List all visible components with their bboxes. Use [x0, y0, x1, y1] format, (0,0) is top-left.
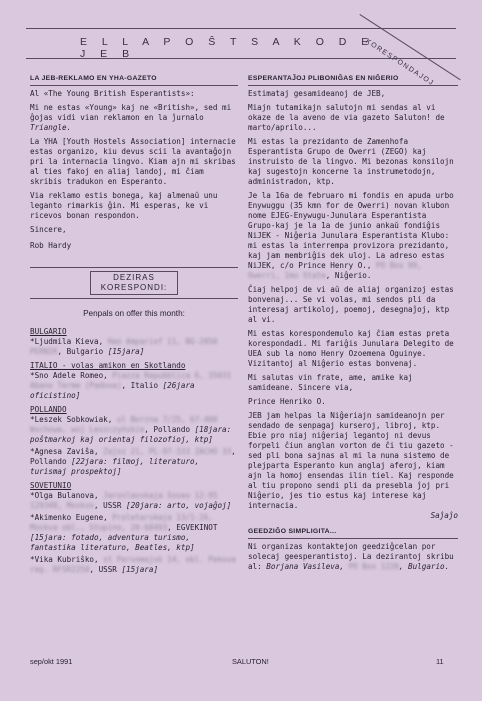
corner-label: KORESPONDAJOJ [364, 38, 436, 88]
heading-rule [30, 85, 238, 86]
paragraph: Mi estas la prezidanto de Zamenhofa Esperantista Grupo de Owerri (ZEGO) kaj instruisto de la lingvo. Mi bezonas konsilojn kaj sugestojn koncerne la instrumetodojn, administradon, ktp. [248, 137, 454, 186]
page-number: 11 [436, 657, 444, 666]
penpals-title: Penpals on offer this month: [83, 309, 185, 318]
footer-date: sep/okt 1991 [30, 657, 73, 666]
country-heading: BULGARIO [30, 327, 67, 336]
signature: Prince Henriko O. [248, 397, 326, 406]
penpal-entry: *Agnesa Zaviŝa, Zaĵoz 21, PL-97-333 ZACHO 33, Pollando [22jara: filmoj, literaturo, turismaj prospektoj] [30, 447, 236, 476]
article-heading: GEEDZIĜO SIMPLIGITA... [248, 528, 337, 535]
paragraph: La YHA [Youth Hostels Association] internacie estas organizo, kiu devus scii la avantaĝojn pri la internacia lingvo. Kiam ajn mi skribas al ties fakoj en aliaj landoj, mi ĉiam skribis tradukon en Esperanto. [30, 137, 236, 186]
section-banner [30, 267, 238, 299]
paragraph: Miajn tutamikajn salutojn mi sendas al vi okaze de la aveno de via gazeto Saluton! de marto/aprilo... [248, 103, 445, 132]
paragraph: Je la 16a de februaro mi fondis en apuda urbo Enywuggu (35 kmn for de Owerri) novan klubon nome EJEG-Enywugu-Junulara Esperantista Grupo-kaj je la 1a de junio ankaŭ fondiĝis NiJEK - Niĝeria Junulara Esperantista Klubo: mi estas la interrempa provizora prezidanto, kaj jam membriĝis dek uloj. La adreso estas NiJEK, c/o Prince Henry O., PO Box 99, Owerri, Imo State, Niĝerio. [248, 191, 454, 280]
penpals-list [30, 327, 238, 575]
heading-rule [248, 538, 458, 539]
closing: Sincere, [30, 225, 67, 234]
salutation: Estimataj gesamideanoj de JEB, [248, 89, 386, 98]
left-column [30, 74, 238, 577]
country-heading: POLLANDO [30, 405, 67, 414]
paragraph: Mi ne estas «Young» kaj ne «British», sed mi ĝojas vidi vian reklamon en la ĵurnalo Triangle. [30, 103, 232, 132]
editor-note: JEB jam helpas la Niĝeriajn samideanojn per sendado de senpagaj kurseroj, libroj, ktp. Ebie pro niaj niĝeriaj legantoj ni devus forpeli ĉiun anglan vorton de ĉi tiu gazeto - sed pli bona sajnas al mi la nuna sistemo de plejparta Esperanto kun anglaj aferoj, kiam ajn la homoj ensendas ilin tiel. Kaj responde al tiu propono sendi pli da presebla ĵoj pri Niĝerio, jes tio estus kaj interese kaj internacia. [248, 411, 454, 510]
article-heading: LA JEB-REKLAMO EN YHA-GAZETO [30, 75, 157, 82]
redacted-address: PO Box 1220 [348, 562, 399, 571]
paragraph: Ni organizas kontaktejon geedziĝcelan por solecaj geesperantistoj. La dezirantoj skribu al: Borjana Vasileva, PO Box 1220, Bulgario. [248, 542, 454, 571]
penpal-entry: *Vika Kubriŝko, st Pervomajsk 14, obl. Pekova reg. RFSR2250, USSR [15jara] [30, 555, 236, 574]
article-heading: ESPERANTAĴOJ PLIBONIĜAS EN NIĜERIO [248, 75, 399, 82]
right-column [248, 74, 458, 576]
footer-magazine: SALUTON! [232, 657, 269, 666]
penpal-entry: *Akimenko Eugene, Proletarskaja 13/1-26, Moskva obl., Stupino, 20-68493, EGVEKINOT [15jara: fotado, adventura turismo, fantastika literaturo, Beatles, ktp] [30, 513, 218, 552]
redacted-address: PO Box 99, Owerri, Imo State [248, 261, 422, 280]
paragraph: Mi estas korespondemulo kaj ĉiam estas preta korespondadi. Mi fariĝis Junulara Delegito de UEA sub la nomo Henry Ozoemena Oguinye. Vizitantoj al Niĝerio estas bonvenaj. [248, 329, 454, 368]
penpal-entry: *Ljudmila Kieva, Hao Ampariof 11, BG-2050 PERNIK, Bulgario [15jara] [30, 337, 218, 356]
header-title: E L L A P O Ŝ T S A K O D E J E B [80, 36, 375, 60]
paragraph: Mi salutas vin frate, ame, amike kaj samideane. Sincere via, [248, 373, 413, 392]
country-heading: ITALIO - volas amikon en Skotlando [30, 361, 186, 370]
editor-signature: Saĵaĵo [430, 511, 458, 520]
heading-rule [248, 85, 458, 86]
penpal-entry: *Leszek Sobkowiak, ul Borzna 7/25, 67-400 Wschowa, woj Leszczyńskie, Pollando [18jara: poŝtmarkoj kaj orientaj filozofioj, ktp] [30, 415, 232, 444]
paragraph: Ĉiaj helpoj de vi aŭ de aliaj organizoj estas bonvenaj... Se vi volas, mi sendos pli da interesaj artikoloj, poemoj, desegnaĵoj, ktp al vi. [248, 285, 454, 324]
salutation: Al «The Young British Esperantists»: [30, 89, 195, 98]
signature: Rob Hardy [30, 241, 72, 250]
section-title: DEZIRAS KORESPONDI: [90, 271, 178, 295]
penpal-entry: *Sno Adele Romeo, Piazza Repubblica 6, 35031 Abano Terme (Padova), Italio [26jara oficistino] [30, 371, 232, 400]
paragraph: Via reklamo estis bonega, kaj almenaŭ unu leganto rimarkis ĝin. Mi esperas, ke vi ricevos bonan respondon. [30, 191, 218, 220]
header-top-rule [26, 28, 456, 29]
country-heading: SOVETUNIO [30, 481, 72, 490]
penpal-entry: *Olga Bulanova, Jaroslavskaja ŝoseo 12-95 129348, Moskvo, USSR [20jara: arto, vojaĝoj] [30, 491, 232, 510]
